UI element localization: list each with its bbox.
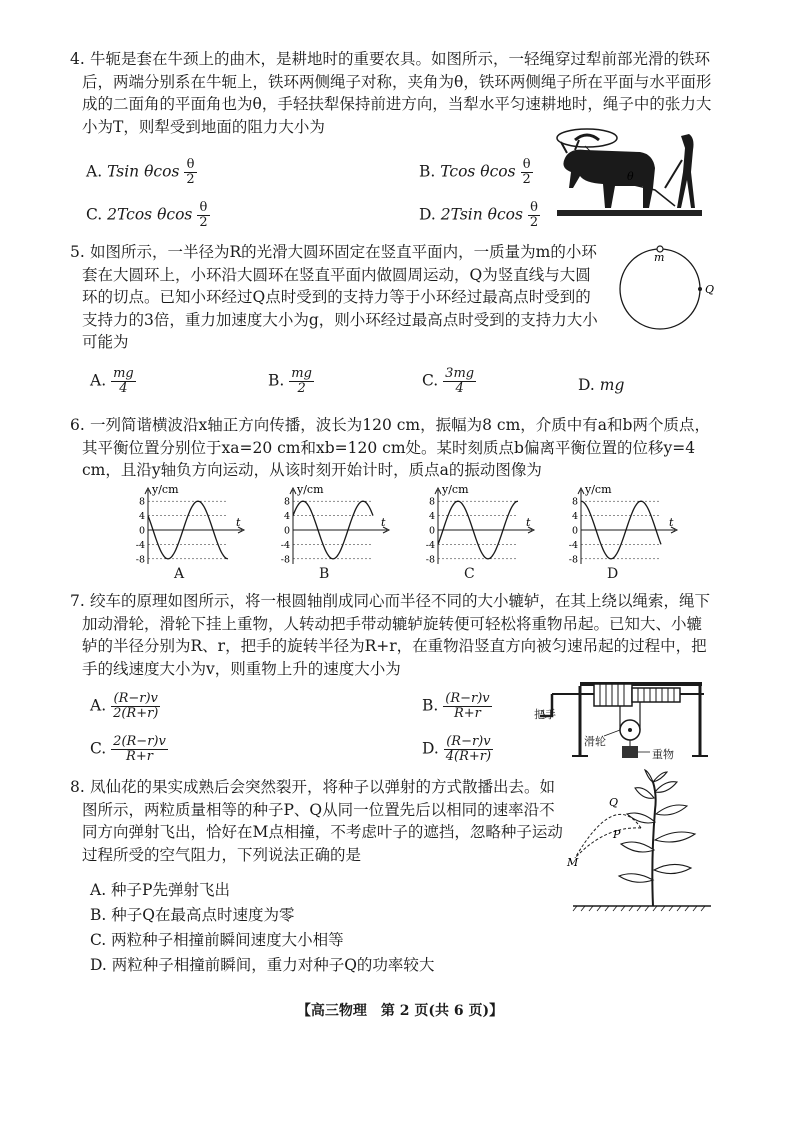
question-4	[70, 48, 722, 138]
option-a[interactable]: A. $\frac{(R-r)v}{2(R+r)}$	[90, 691, 159, 721]
question-text: 牛轭是套在牛颈上的曲木，是耕地时的重要农具。如图所示，一轻绳穿过犁前部光滑的铁环后，两端分别系在牛轭上，铁环两侧绳子对称，夹角为θ，铁环两侧绳子所在平面与水平面形成的二面角的平面角也为θ，手轻扶犁保持前进方向，当犁水平匀速耕地时，绳子中的张力大小为T，则犁受到地面的阻力大小为	[82, 50, 712, 136]
theta-label: θ	[627, 170, 634, 183]
p-label: P	[613, 828, 621, 841]
y-axis-label: y/cm	[442, 483, 469, 496]
option-b[interactable]: B. Tcos θcos $\frac{\theta}{2}$	[419, 157, 531, 187]
tick-label: 4	[138, 511, 145, 523]
tick-label: -4	[135, 539, 145, 551]
stem	[652, 782, 655, 906]
trajectory-q	[575, 814, 641, 858]
tick-label: 4	[428, 511, 435, 523]
graph-b	[275, 484, 395, 566]
tick-label: 8	[428, 496, 435, 508]
label-handle: 把手	[534, 708, 556, 721]
yoke	[575, 135, 599, 140]
y-axis-label: y/cm	[585, 483, 612, 496]
graph-label-b: B	[319, 566, 330, 582]
tick-label: 4	[571, 511, 578, 523]
question-8	[70, 776, 570, 866]
t-label: t	[236, 516, 241, 529]
ring-figure	[612, 237, 715, 337]
option-c[interactable]: C. 两粒种子相撞前瞬间速度大小相等	[90, 931, 344, 949]
tick-label: 0	[138, 525, 145, 537]
option-b[interactable]: B. $\frac{mg}{2}$	[268, 366, 312, 396]
tick-label: -4	[568, 539, 578, 551]
tick-label: 8	[138, 496, 145, 508]
question-number: 4.	[70, 50, 85, 68]
m-label: M	[567, 856, 579, 869]
question-number: 7.	[70, 592, 85, 610]
question-text: 如图所示，一半径为R的光滑大圆环固定在竖直平面内，一质量为m的小环套在大圆环上，小环沿大圆环在竖直平面内做圆周运动，Q为竖直线与大圆环的切点。已知小环经过Q点时受到的支持力等于小环经过最高点时受到的支持力的3倍，重力加速度大小为g，则小环经过最高点时受到的支持力大小可能为	[82, 243, 598, 351]
tick-label: -8	[568, 554, 578, 566]
tick-label: 8	[571, 496, 578, 508]
y-axis-label: y/cm	[152, 483, 179, 496]
question-6	[70, 414, 714, 482]
question-text: 凤仙花的果实成熟后会突然裂开，将种子以弹射的方式散播出去。如图所示，两粒质量相等的种子P、Q从同一位置先后以相同的速率沿不同方向弹射飞出，恰好在M点相撞，不考虑叶子的遮挡，忽略种子运动过程所受的空气阻力，下列说法正确的是	[82, 778, 563, 864]
weight	[622, 746, 638, 758]
question-text: 一列简谐横波沿x轴正方向传播，波长为120 cm，振幅为8 cm，介质中有a和b两个质点，其平衡位置分别位于xa=20 cm和xb=120 cm处。某时刻质点b偏离平衡位置的位移y=4 cm，且沿y轴负方向运动，从该时刻开始计时，质点a的振动图像为	[82, 416, 710, 479]
point-q	[698, 287, 702, 291]
option-a[interactable]: A. $\frac{mg}{4}$	[90, 366, 134, 396]
tick-label: 0	[283, 525, 290, 537]
tick-label: 8	[283, 496, 290, 508]
leaves	[619, 770, 695, 882]
question-number: 6.	[70, 416, 85, 434]
label-pulley: 滑轮	[584, 735, 606, 748]
label-weight: 重物	[652, 748, 674, 761]
ground	[557, 210, 702, 216]
plant-figure	[565, 770, 715, 912]
q-label: Q	[609, 796, 619, 809]
tick-label: 4	[283, 511, 290, 523]
option-a[interactable]: A. Tsin θcos $\frac{\theta}{2}$	[86, 157, 195, 187]
question-number: 8.	[70, 778, 85, 796]
option-d[interactable]: D. mg	[578, 376, 625, 394]
option-d[interactable]: D. 两粒种子相撞前瞬间，重力对种子Q的功率较大	[90, 956, 435, 974]
y-axis-label: y/cm	[297, 483, 324, 496]
graph-d	[563, 484, 683, 566]
tick-label: -8	[135, 554, 145, 566]
ox-plow-figure	[545, 128, 705, 220]
t-label: t	[526, 516, 531, 529]
option-c[interactable]: C. $\frac{3mg}{4}$	[422, 366, 475, 396]
tick-label: 0	[428, 525, 435, 537]
t-label: t	[381, 516, 386, 529]
question-text: 绞车的原理如图所示，将一根圆轴削成同心而半径不同的大小辘轳，在其上绕以绳索，绳下加动滑轮，滑轮下挂上重物，人转动把手带动辘轳旋转便可轻松将重物吊起。已知大、小辘轳的半径分别为R、r，把手的旋转半径为R+r，在重物沿竖直方向被匀速吊起的过程中，把手的线速度大小为v，则重物上升的速度大小为	[82, 592, 711, 678]
option-c[interactable]: C. 2Tcos θcos $\frac{\theta}{2}$	[86, 200, 208, 230]
graph-c	[420, 484, 540, 566]
inset-circle	[557, 129, 617, 147]
question-5	[70, 241, 602, 354]
tick-label: 0	[571, 525, 578, 537]
m-label: m	[654, 251, 665, 264]
graph-label-d: D	[607, 566, 619, 582]
winch-figure	[532, 660, 717, 760]
tick-label: -4	[425, 539, 435, 551]
option-b[interactable]: B. 种子Q在最高点时速度为零	[90, 906, 295, 924]
tick-label: -8	[425, 554, 435, 566]
option-d[interactable]: D. 2Tsin θcos $\frac{\theta}{2}$	[419, 200, 539, 230]
option-d[interactable]: D. $\frac{(R-r)v}{4(R+r)}$	[422, 734, 492, 764]
tick-label: -4	[280, 539, 290, 551]
t-label: t	[669, 516, 674, 529]
graph-label-c: C	[464, 566, 475, 582]
question-number: 5.	[70, 243, 85, 261]
option-c[interactable]: C. $\frac{2(R-r)v}{R+r}$	[90, 734, 166, 764]
q-label: Q	[705, 283, 715, 296]
option-a[interactable]: A. 种子P先弹射飞出	[90, 881, 230, 899]
graph-label-a: A	[174, 566, 185, 582]
farmer	[677, 134, 695, 208]
option-b[interactable]: B. $\frac{(R-r)v}{R+r}$	[422, 691, 490, 721]
graph-a	[130, 484, 250, 566]
plow-handle	[665, 160, 682, 188]
tick-label: -8	[280, 554, 290, 566]
page-footer: 【高三物理 第 2 页(共 6 页)】	[296, 1003, 504, 1019]
